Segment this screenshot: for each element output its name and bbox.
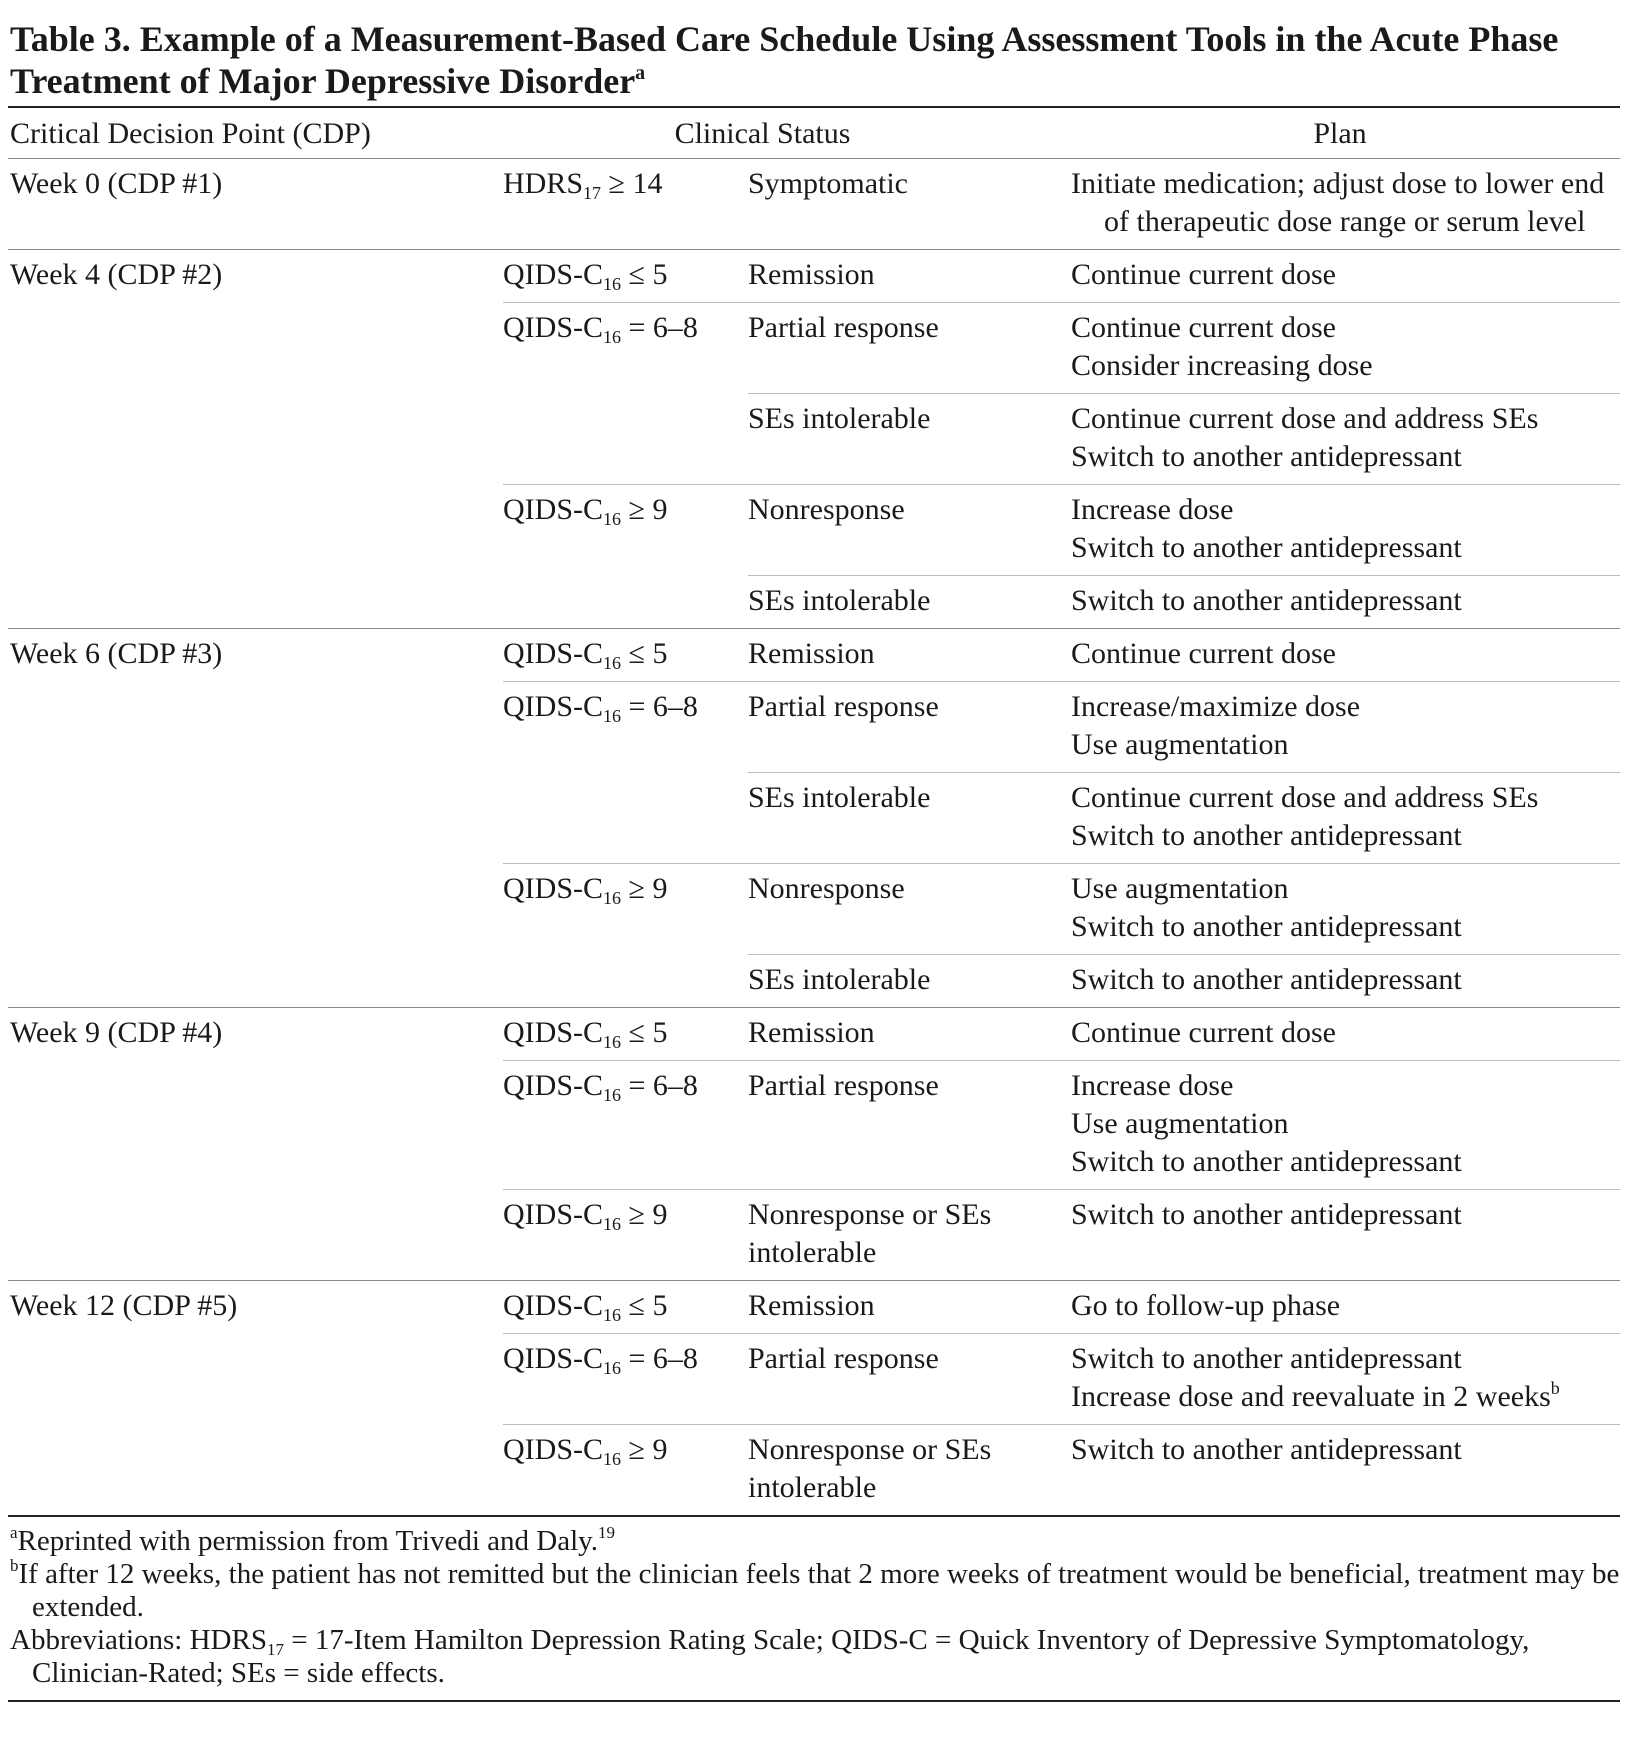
- plan-line: Go to follow-up phase: [1071, 1289, 1341, 1322]
- cdp-label: Week 4 (CDP #2): [10, 258, 223, 291]
- cdp-label: Week 0 (CDP #1): [10, 167, 223, 200]
- status-cell: SEs intolerable: [748, 584, 931, 617]
- cdp-group: [8, 250, 1620, 628]
- status-plan-row: [748, 682, 1620, 772]
- table-row: [503, 1333, 1620, 1424]
- column-header-row: [8, 108, 1620, 158]
- status-plan-row: [748, 1334, 1620, 1424]
- status-plan-row: [748, 393, 1620, 484]
- plan-line: Switch to another antidepressant: [1071, 1198, 1462, 1231]
- plan-line: Continue current dose: [1071, 311, 1336, 344]
- status-cell: SEs intolerable: [748, 402, 931, 435]
- status-cell: Remission: [748, 637, 875, 670]
- table-row: [503, 629, 1620, 681]
- plan-cell: [1071, 1287, 1620, 1325]
- plan-line: Increase/maximize dose: [1071, 690, 1361, 723]
- column-header-plan: Plan: [1313, 117, 1367, 150]
- table-row: [503, 681, 1620, 863]
- plan-cell: [1071, 1431, 1620, 1507]
- plan-cell: [1071, 961, 1620, 999]
- cdp-subrows: [503, 1281, 1620, 1515]
- plan-line: Switch to another antidepressant: [1071, 963, 1462, 996]
- table-row: [503, 250, 1620, 302]
- status-cell: Partial response: [748, 311, 939, 344]
- cdp-group: [8, 1281, 1620, 1515]
- plan-footnote-mark: b: [1550, 1378, 1560, 1398]
- cdp-subrows: [503, 1008, 1620, 1280]
- plan-line: Continue current dose: [1071, 637, 1336, 670]
- plan-line: Switch to another antidepressant: [1071, 440, 1462, 473]
- plan-line: Switch to another antidepressant: [1071, 1342, 1462, 1375]
- table-row: [503, 484, 1620, 628]
- plan-line: Increase dose and reevaluate in 2 weeks$^b$: [1071, 1378, 1560, 1413]
- column-header-cdp: Critical Decision Point (CDP): [10, 117, 371, 150]
- status-cell: Nonresponse or SEs intolerable: [748, 1198, 992, 1269]
- column-header-status: Clinical Status: [674, 117, 851, 150]
- score-cell: QIDS-$C_{16} = 6-8$: [503, 690, 698, 726]
- plan-line: Use augmentation: [1071, 728, 1289, 761]
- status-cell: Remission: [748, 1016, 875, 1049]
- table-body: [8, 159, 1620, 1515]
- status-plan-row: [748, 1190, 1620, 1280]
- plan-cell: [1071, 1196, 1620, 1272]
- status-cell: Partial response: [748, 1342, 939, 1375]
- plan-line: Initiate medication; adjust dose to lower end of therapeutic dose range or serum level: [1071, 167, 1605, 238]
- status-plan-row: [748, 954, 1620, 1007]
- score-cell: QIDS-$C_{16} = 6-8$: [503, 311, 698, 347]
- cdp-group: [8, 629, 1620, 1007]
- plan-line: Continue current dose and address SEs: [1071, 402, 1539, 435]
- plan-line: Continue current dose: [1071, 258, 1336, 291]
- cdp-subrows: [503, 159, 1620, 249]
- plan-cell: [1071, 1014, 1620, 1052]
- status-cell: Partial response: [748, 1069, 939, 1102]
- table-row: [503, 1281, 1620, 1333]
- status-cell: SEs intolerable: [748, 963, 931, 996]
- status-plan-row: [748, 575, 1620, 628]
- plan-line: Switch to another antidepressant: [1071, 1433, 1462, 1466]
- status-plan-row: [748, 1425, 1620, 1515]
- status-plan-row: [748, 250, 1620, 302]
- table-row: [503, 159, 1620, 249]
- plan-line: Switch to another antidepressant: [1071, 584, 1462, 617]
- score-cell: QIDS-$C_{16} \ge 9$: [503, 1198, 668, 1234]
- table-row: [503, 1008, 1620, 1060]
- plan-cell: [1071, 1340, 1620, 1416]
- status-plan-row: [748, 629, 1620, 681]
- footnote-a: $^a$Reprinted with permission from Trivedi and Daly.$^{19}$: [10, 1523, 616, 1557]
- cdp-label: Week 9 (CDP #4): [10, 1016, 223, 1049]
- plan-cell: [1071, 870, 1620, 946]
- plan-line: Switch to another antidepressant: [1071, 1145, 1462, 1178]
- plan-cell: [1071, 635, 1620, 673]
- score-cell: QIDS-$C_{16} \ge 9$: [503, 1433, 668, 1469]
- cdp-group: [8, 1008, 1620, 1280]
- status-plan-row: [748, 1281, 1620, 1333]
- plan-line: Switch to another antidepressant: [1071, 819, 1462, 852]
- plan-cell: [1071, 688, 1620, 764]
- footer-rule: [8, 1700, 1620, 1702]
- cdp-label: Week 6 (CDP #3): [10, 637, 223, 670]
- plan-line: Use augmentation: [1071, 1107, 1289, 1140]
- plan-line: Increase dose: [1071, 1069, 1234, 1102]
- table-container: [8, 18, 1620, 1702]
- plan-line: Continue current dose: [1071, 1016, 1336, 1049]
- plan-line: Switch to another antidepressant: [1071, 910, 1462, 943]
- plan-cell: [1071, 779, 1620, 855]
- score-cell: QIDS-$C_{16} = 6-8$: [503, 1342, 698, 1378]
- score-cell: QIDS-$C_{16} = 6-8$: [503, 1069, 698, 1105]
- score-cell: QIDS-$C_{16} \le 5$: [503, 1016, 668, 1052]
- status-cell: Symptomatic: [748, 167, 908, 200]
- plan-line: Switch to another antidepressant: [1071, 531, 1462, 564]
- status-plan-row: [748, 1008, 1620, 1060]
- plan-cell: [1071, 400, 1620, 476]
- plan-cell: [1071, 256, 1620, 294]
- footnote-abbreviations: Abbreviations: $HDRS_{17}$ = 17-Item Hamilton Depression Rating Scale; QIDS-C = Quick Inventory of Depressive Symptomatology, Clinician-Rated; SEs = side effects.: [10, 1624, 1530, 1689]
- title-footnote-mark: a: [635, 62, 646, 84]
- status-cell: Nonresponse or SEs intolerable: [748, 1433, 992, 1504]
- table-row: [503, 1060, 1620, 1189]
- status-cell: SEs intolerable: [748, 781, 931, 814]
- score-cell: QIDS-$C_{16} \le 5$: [503, 258, 668, 294]
- status-plan-row: [748, 303, 1620, 393]
- cdp-subrows: [503, 629, 1620, 1007]
- footnotes: [8, 1517, 1620, 1700]
- score-cell: $HDRS_{17} \ge 14$: [503, 167, 663, 203]
- score-cell: QIDS-$C_{16} \ge 9$: [503, 872, 668, 908]
- table-title: Table 3. Example of a Measurement-Based Care Schedule Using Assessment Tools in the Acute Phase Treatment of Major Depressive Disorder$^a$: [10, 19, 1559, 101]
- plan-line: Consider increasing dose: [1071, 349, 1373, 382]
- plan-line: Use augmentation: [1071, 872, 1289, 905]
- plan-line: Increase dose: [1071, 493, 1234, 526]
- status-cell: Partial response: [748, 690, 939, 723]
- status-plan-row: [748, 864, 1620, 954]
- plan-line: Continue current dose and address SEs: [1071, 781, 1539, 814]
- plan-cell: [1071, 165, 1620, 241]
- status-cell: Nonresponse: [748, 872, 905, 905]
- table-row: [503, 302, 1620, 484]
- cdp-group: [8, 159, 1620, 249]
- score-cell: QIDS-$C_{16} \ge 9$: [503, 493, 668, 529]
- status-plan-row: [748, 772, 1620, 863]
- status-cell: Nonresponse: [748, 493, 905, 526]
- score-cell: QIDS-$C_{16} \le 5$: [503, 637, 668, 673]
- plan-cell: [1071, 309, 1620, 385]
- table-row: [503, 1189, 1620, 1280]
- status-plan-row: [748, 1061, 1620, 1189]
- cdp-label: Week 12 (CDP #5): [10, 1289, 238, 1322]
- table-row: [503, 863, 1620, 1007]
- status-cell: Remission: [748, 258, 875, 291]
- cdp-subrows: [503, 250, 1620, 628]
- footnote-b: $^b$If after 12 weeks, the patient has not remitted but the clinician feels that 2 more weeks of treatment would be beneficial, treatment may be extended.: [10, 1556, 1620, 1623]
- plan-cell: [1071, 582, 1620, 620]
- status-plan-row: [748, 159, 1620, 249]
- table-row: [503, 1424, 1620, 1515]
- status-cell: Remission: [748, 1289, 875, 1322]
- plan-cell: [1071, 1067, 1620, 1181]
- status-plan-row: [748, 485, 1620, 575]
- score-cell: QIDS-$C_{16} \le 5$: [503, 1289, 668, 1325]
- plan-cell: [1071, 491, 1620, 567]
